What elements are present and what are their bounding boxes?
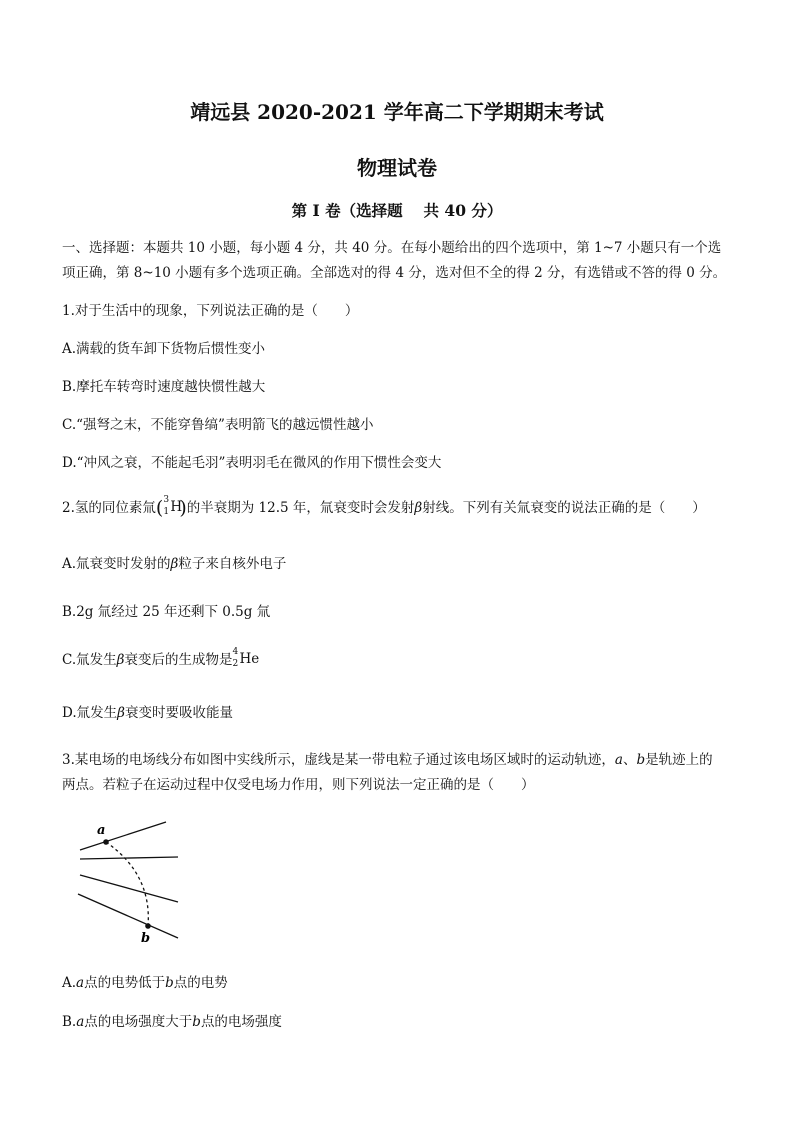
point-b-label: b <box>192 1014 201 1030</box>
beta-symbol: β <box>117 705 125 721</box>
q2-option-d <box>62 701 233 725</box>
q2-option-b: B.2g 氚经过 25 年还剩下 0.5g 氚 <box>62 604 271 620</box>
field-line-4 <box>78 894 178 938</box>
point-a-dot <box>103 839 109 845</box>
q3-option-a-mid: 点的电势低于 <box>84 975 166 991</box>
isotope-symbol: H <box>170 499 183 515</box>
electric-field-diagram <box>60 814 200 949</box>
q2-option-d-pre: D.氚发生 <box>62 705 118 721</box>
figure-label-a: a <box>97 823 106 838</box>
section-heading: 第 I 卷（选择题 共 40 分） <box>291 201 503 220</box>
helium-isotope <box>232 647 260 669</box>
figure-label-b: b <box>141 931 151 946</box>
q2-option-a-pre: A.氚衰变时发射的 <box>62 556 171 572</box>
q2-stem-post: 射线。下列有关氚衰变的说法正确的是（ ） <box>422 500 706 516</box>
beta-symbol: β <box>170 556 179 572</box>
q1-option-c: C.“强弩之末，不能穿鲁缟”表明箭飞的越远惯性越小 <box>62 417 374 433</box>
tritium-isotope <box>163 495 183 517</box>
q2-stem-pre: 2.氢的同位素氚 <box>62 500 156 516</box>
q1-stem: 1.对于生活中的现象，下列说法正确的是（ ） <box>62 303 359 319</box>
helium-mass-number: 4 <box>232 647 239 657</box>
isotope-close-paren: ) <box>179 497 187 519</box>
q3-stem-line-1 <box>62 748 713 772</box>
q2-option-c-pre: C.氚发生 <box>62 652 117 668</box>
page-subtitle: 物理试卷 <box>357 156 437 180</box>
q3-line1-post: 是轨迹上的 <box>645 752 713 768</box>
point-a-label: a <box>614 752 623 768</box>
helium-atomic-number: 2 <box>232 659 239 669</box>
q3-option-a <box>62 971 228 995</box>
point-b-label: b <box>165 975 174 991</box>
q3-option-b-post: 点的电场强度 <box>200 1014 282 1030</box>
q2-option-d-post: 衰变时要吸收能量 <box>124 705 233 721</box>
q2-option-c <box>62 648 258 672</box>
q2-option-c-post: 衰变后的生成物是 <box>124 652 233 668</box>
field-line-1 <box>80 822 166 850</box>
isotope-open-paren: ( <box>155 497 164 519</box>
instructions-line-2: 项正确，第 8~10 小题有多个选项正确。全部选对的得 4 分，选对但不全的得 2 分，有选错或不答的得 0 分。 <box>62 265 727 281</box>
point-b-dot <box>145 923 151 929</box>
q2-stem <box>62 496 706 520</box>
isotope-mass-number: 3 <box>163 495 170 505</box>
q1-option-a: A.满载的货车卸下货物后惯性变小 <box>62 341 266 357</box>
page-title: 靖远县 2020-2021 学年高二下学期期末考试 <box>190 100 604 124</box>
q3-option-b-mid: 点的电场强度大于 <box>84 1014 193 1030</box>
isotope-atomic-number: 1 <box>163 507 170 517</box>
q1-option-d: D.“冲风之衰，不能起毛羽”表明羽毛在微风的作用下惯性会变大 <box>62 455 442 471</box>
q3-line1-pre: 3.某电场的电场线分布如图中实线所示，虚线是某一带电粒子通过该电场区域时的运动轨迹， <box>62 752 615 768</box>
q3-option-b <box>62 1010 282 1034</box>
q1-option-b: B.摩托车转弯时速度越快惯性越大 <box>62 379 266 395</box>
q2-stem-mid: 的半衰期为 12.5 年，氚衰变时会发射 <box>186 500 415 516</box>
q3-separator: 、 <box>622 752 637 768</box>
q2-option-a-post: 粒子来自核外电子 <box>178 556 287 572</box>
beta-symbol: β <box>116 652 125 668</box>
q2-option-a <box>62 552 286 576</box>
point-a-label: a <box>76 975 85 991</box>
point-a-label: a <box>76 1014 85 1030</box>
q3-option-a-post: 点的电势 <box>173 975 228 991</box>
point-b-label: b <box>636 752 646 768</box>
helium-symbol: He <box>239 651 260 667</box>
instructions-line-1: 一、选择题：本题共 10 小题，每小题 4 分，共 40 分。在每小题给出的四个选项中，第 1~7 小题只有一个选 <box>62 240 722 256</box>
q3-stem-line-2: 两点。若粒子在运动过程中仅受电场力作用，则下列说法一定正确的是（ ） <box>62 777 535 793</box>
beta-symbol: β <box>414 500 423 516</box>
q3-option-a-pre: A. <box>62 975 77 991</box>
q3-option-b-pre: B. <box>62 1014 77 1030</box>
field-line-3 <box>80 875 178 902</box>
field-line-2 <box>80 857 178 859</box>
